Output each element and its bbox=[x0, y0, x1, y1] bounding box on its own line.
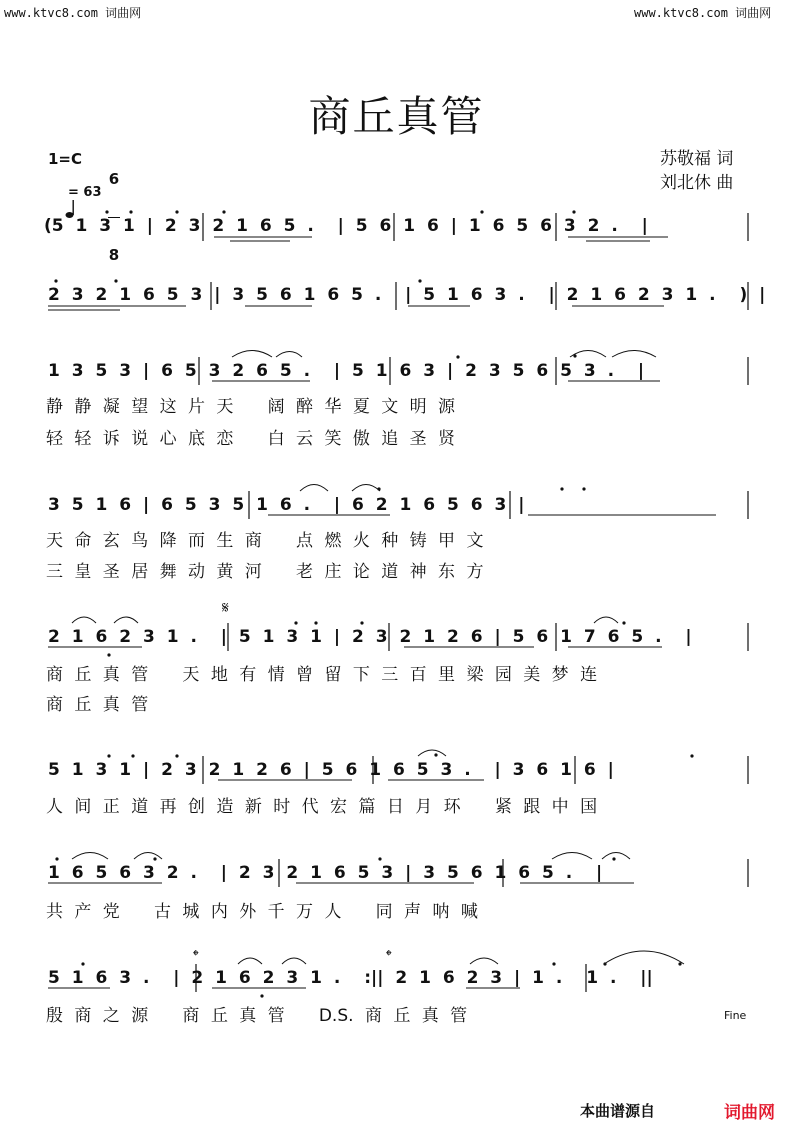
notation-line-6: 5 1 3 1 | 2 3 2 1 2 6 | 5 6 1 6 5 3 . | 3 6 1 6 | bbox=[48, 760, 614, 780]
lyric-line-5a: 商 丘 真 管 天 地 有 情 曾 留 下 三 百 里 梁 园 美 梦 连 bbox=[46, 665, 598, 685]
brand-logo: 词曲网 bbox=[724, 1103, 775, 1123]
tempo-marking: = 63 bbox=[68, 185, 102, 200]
time-signature-top: 6 bbox=[108, 170, 120, 188]
coda-icon-2: 𝄌 bbox=[386, 946, 392, 965]
segno-icon: 𝄋 bbox=[222, 598, 229, 617]
fine-marking: Fine bbox=[724, 1009, 747, 1022]
page-title: 商丘真管 bbox=[308, 92, 485, 141]
lyric-line-3a: 静 静 凝 望 这 片 天 阔 醉 华 夏 文 明 源 bbox=[46, 397, 456, 417]
notation-line-1: (5 1 3 1 | 2 3 2 1 6 5 . | 5 6 1 6 | 1 6 5 6 3 2 . | bbox=[44, 216, 648, 236]
time-signature-bottom: 8 bbox=[108, 246, 120, 264]
lyric-line-6: 人 间 正 道 再 创 造 新 时 代 宏 篇 日 月 环 紧 跟 中 国 bbox=[46, 797, 598, 817]
notation-line-8: 5 1 6 3 . | 2 1 6 2 3 1 . :|| 2 1 6 2 3 | 1 . 1 . || bbox=[48, 968, 653, 988]
octave-dots bbox=[54, 210, 693, 997]
source-note: 本曲谱源自 bbox=[580, 1102, 656, 1120]
barlines bbox=[196, 213, 748, 992]
slurs bbox=[72, 351, 684, 965]
lyric-line-8: 殷 商 之 源 商 丘 真 管 D.S. 商 丘 真 管 bbox=[46, 1006, 468, 1026]
notation-line-4: 3 5 1 6 | 6 5 3 5 1 6 . | 6 2 1 6 5 6 3 | bbox=[48, 495, 525, 515]
lyric-line-3b: 轻 轻 诉 说 心 底 恋 白 云 笑 傲 追 圣 贤 bbox=[46, 429, 456, 449]
lyric-line-4b: 三 皇 圣 居 舞 动 黄 河 老 庄 论 道 神 东 方 bbox=[46, 562, 484, 582]
coda-icon-1: 𝄌 bbox=[193, 946, 199, 965]
lyric-line-5b: 商 丘 真 管 bbox=[46, 695, 149, 715]
notation-line-5: 2 1 6 2 3 1 . | 5 1 3 1 | 2 3 2 1 2 6 | 5 6 1 7 6 5 . | bbox=[48, 627, 692, 647]
notation-line-2: 2 3 2 1 6 5 3 | 3 5 6 1 6 5 . | 5 1 6 3 . | 2 1 6 2 3 1 . ) | bbox=[48, 285, 766, 305]
lyric-line-7: 共 产 党 古 城 内 外 千 万 人 同 声 呐 喊 bbox=[46, 902, 478, 922]
key-signature: 1=C bbox=[48, 150, 83, 168]
watermark-right: www.ktvc8.com 词曲网 bbox=[634, 6, 772, 20]
notation-line-7: 1 6 5 6 3 2 . | 2 3 2 1 6 5 3 | 3 5 6 1 6 5 . | bbox=[48, 863, 603, 883]
lyric-line-4a: 天 命 玄 鸟 降 而 生 商 点 燃 火 种 铸 甲 文 bbox=[46, 531, 484, 551]
notation-line-3: 1 3 5 3 | 6 5 3 2 6 5 . | 5 1 6 3 | 2 3 5 6 5 3 . | bbox=[48, 361, 645, 381]
watermark-left: www.ktvc8.com 词曲网 bbox=[4, 6, 142, 20]
lyricist-credit: 苏敬福 词 bbox=[660, 149, 734, 169]
underlines bbox=[48, 237, 716, 988]
composer-credit: 刘北休 曲 bbox=[660, 173, 734, 193]
